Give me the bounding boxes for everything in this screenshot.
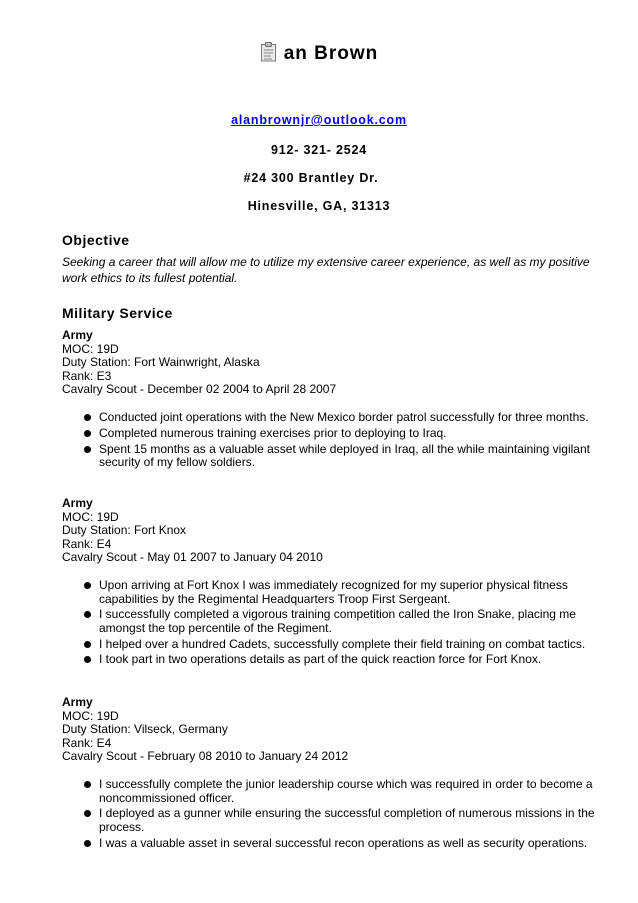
bullet-icon xyxy=(84,582,91,589)
list-item xyxy=(82,653,602,667)
bullet-text: I was a valuable asset in several successful recon operations as well as security operations. xyxy=(99,835,588,850)
bullet-text: I successfully complete the junior leadership course which was required in order to become a noncommissioned officer. xyxy=(99,777,593,805)
bullet-icon xyxy=(84,810,91,817)
bullet-icon xyxy=(84,840,91,847)
list-item xyxy=(82,579,602,606)
service-rank: Rank: E3 xyxy=(62,368,112,383)
address-line-2: Hinesville, GA, 31313 xyxy=(247,199,391,213)
bullet-text: I deployed as a gunner while ensuring the successful completion of numerous missions in the process. xyxy=(99,806,595,834)
list-item xyxy=(82,443,602,470)
service-moc: MOC: 19D xyxy=(62,341,119,356)
name-text: an Brown xyxy=(283,43,379,64)
military-service-title: Military Service xyxy=(62,305,173,321)
service-role-dates: Cavalry Scout - February 08 2010 to January 24 2012 xyxy=(62,749,349,763)
list-item xyxy=(82,411,602,425)
phone-line: 912- 321- 2524 xyxy=(271,143,367,157)
bullet-text: I successfully completed a vigorous training competition called the Iron Snake, placing me amongst the top percentile of the Regiment. xyxy=(99,607,576,635)
address-line-1: #24 300 Brantley Dr. xyxy=(243,171,379,185)
service-entry xyxy=(62,497,602,565)
bullet-text: I took part in two operations details as part of the quick reaction force for Fort Knox. xyxy=(99,652,542,667)
objective-text: Seeking a career that will allow me to utilize my extensive career experience, as well as my positive work ethics to its fullest potential. xyxy=(62,255,590,285)
name-heading xyxy=(0,42,638,65)
list-item xyxy=(82,837,602,851)
bullet-icon xyxy=(84,611,91,618)
bullet-text: Conducted joint operations with the New Mexico border patrol successfully for three months. xyxy=(99,410,589,424)
service-moc: MOC: 19D xyxy=(62,509,119,524)
service-entry xyxy=(62,696,602,764)
service-branch: Army xyxy=(62,496,93,510)
service-bullets xyxy=(82,411,602,472)
bullet-icon xyxy=(84,641,91,648)
list-item xyxy=(82,608,602,635)
service-branch: Army xyxy=(62,695,93,709)
email-link[interactable]: alanbrownjr@outlook.com xyxy=(231,113,407,127)
service-duty-station: Duty Station: Fort Knox xyxy=(62,523,187,537)
service-duty-station: Duty Station: Fort Wainwright, Alaska xyxy=(62,355,260,369)
bullet-text: Upon arriving at Fort Knox I was immediately recognized for my superior physical fitness capabilities by the Regimental Headquarters Troop First Sergeant. xyxy=(99,578,568,606)
bullet-icon xyxy=(84,781,91,788)
bullet-icon xyxy=(84,430,91,437)
service-duty-station: Duty Station: Vilseck, Germany xyxy=(62,722,228,736)
list-item xyxy=(82,427,602,441)
service-branch: Army xyxy=(62,328,93,342)
bullet-text: I helped over a hundred Cadets, successfully complete their field training on combat tactics. xyxy=(99,636,586,651)
objective-title: Objective xyxy=(62,232,130,248)
service-entry xyxy=(62,329,602,397)
service-role-dates: Cavalry Scout - May 01 2007 to January 04 2010 xyxy=(62,550,323,564)
service-rank: Rank: E4 xyxy=(62,735,112,750)
list-item xyxy=(82,638,602,652)
service-bullets xyxy=(82,579,602,669)
service-rank: Rank: E4 xyxy=(62,536,112,551)
bullet-text: Completed numerous training exercises prior to deploying to Iraq. xyxy=(99,425,447,440)
list-item xyxy=(82,807,602,834)
list-item xyxy=(82,778,602,805)
bullet-icon xyxy=(84,656,91,663)
service-bullets xyxy=(82,778,602,852)
clipboard-icon xyxy=(260,42,278,62)
bullet-icon xyxy=(84,414,91,421)
bullet-text: Spent 15 months as a valuable asset while deployed in Iraq, all the while maintaining vigilant security of my fellow soldiers. xyxy=(99,441,590,470)
service-moc: MOC: 19D xyxy=(62,708,119,723)
service-role-dates: Cavalry Scout - December 02 2004 to April 28 2007 xyxy=(62,382,337,396)
bullet-icon xyxy=(84,446,91,453)
email-line xyxy=(0,113,638,127)
